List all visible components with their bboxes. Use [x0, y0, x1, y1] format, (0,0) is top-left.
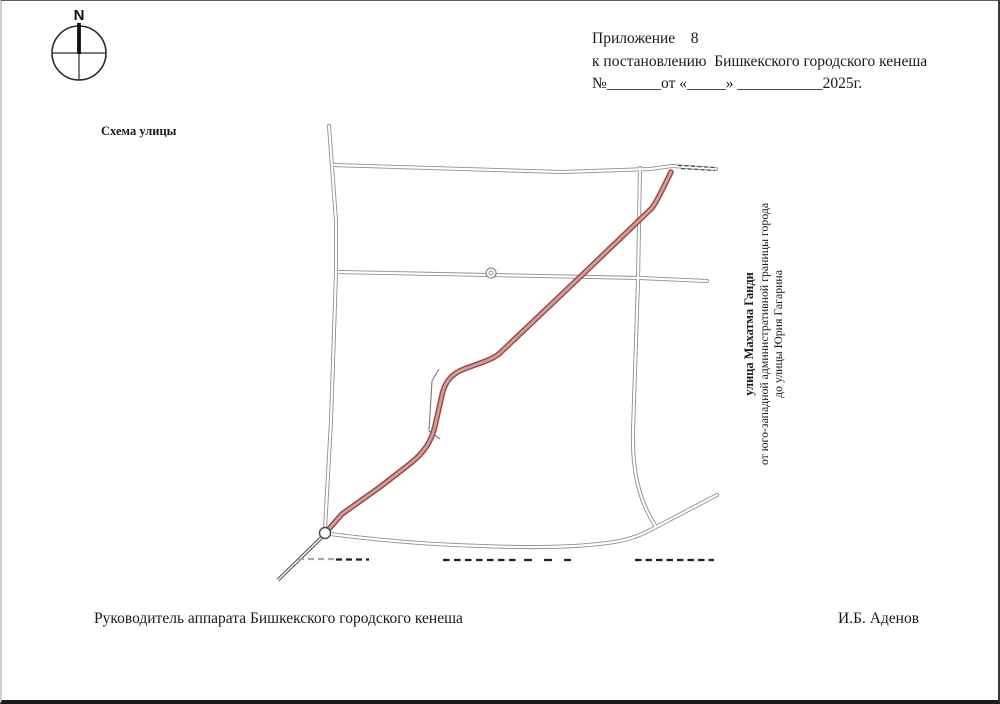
street-name: улица Махатма Ганди [742, 272, 756, 396]
city-boundary-dashes [298, 559, 714, 560]
scheme-title: Схема улицы [101, 124, 177, 138]
number-date-blank-line: №_______от «_____» ___________2025г. [592, 75, 863, 92]
appendix-header [592, 28, 927, 96]
road-bottom [330, 495, 717, 547]
signatory-position: Руководитель аппарата Бишкекского городского кенеша [94, 610, 463, 627]
signatory-name: И.Б. Аденов [838, 610, 920, 627]
street-extent-to: до улицы Юрия Гагарина [771, 270, 786, 398]
roundabout-marker [486, 268, 496, 278]
appendix-number-line: Приложение 8 [592, 30, 699, 47]
street-scheme-map [2, 1, 1000, 704]
street-extent-from: от юго-западной административной границы города [756, 202, 771, 466]
compass-rose-icon [52, 7, 106, 80]
compass-north-label: N [73, 7, 85, 24]
street-description-label [742, 174, 786, 494]
resolution-reference-line: к постановлению Бишкекского городского кенеша [592, 52, 928, 70]
junction-marker [320, 528, 331, 539]
highlighted-street-casing [328, 172, 671, 530]
